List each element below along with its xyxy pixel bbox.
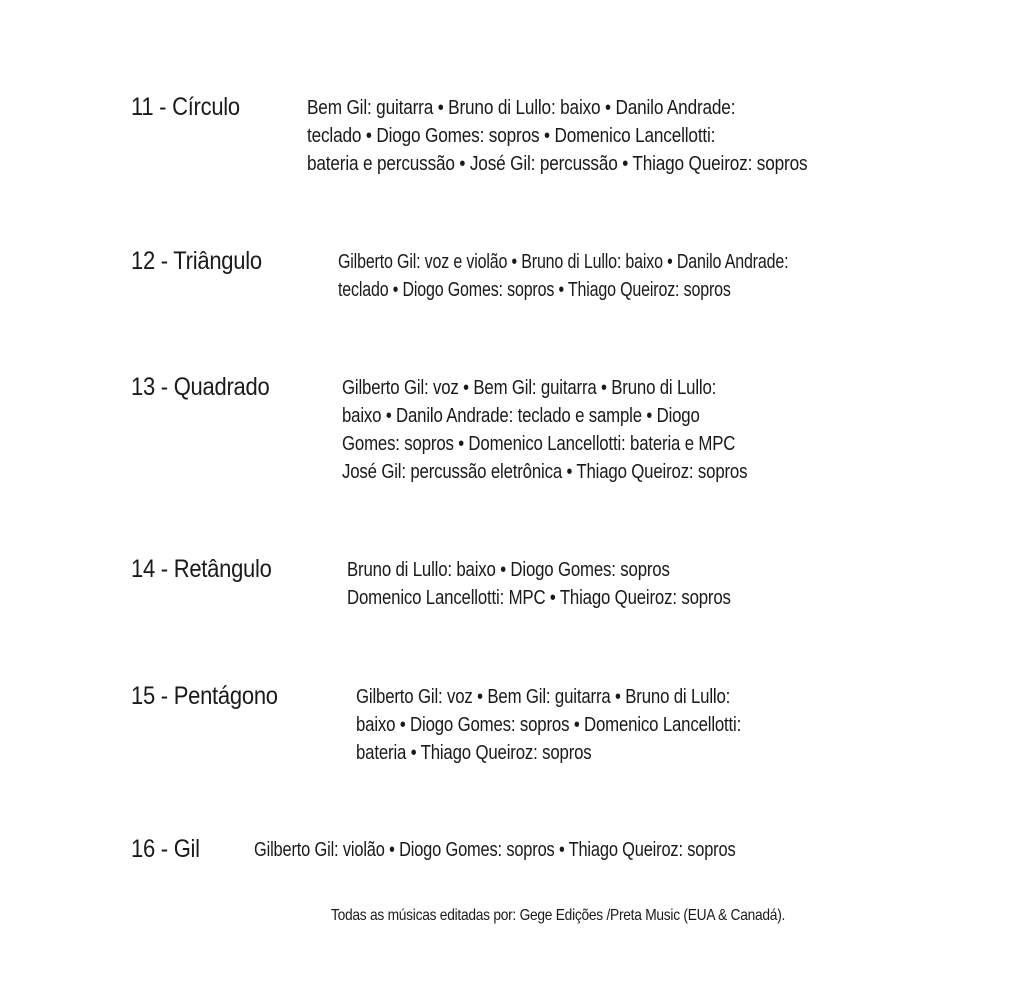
credit-line: Domenico Lancellotti: MPC • Thiago Queiroz: sopros — [347, 587, 731, 609]
credit-line: teclado • Diogo Gomes: sopros • Thiago Queiroz: sopros — [338, 279, 731, 301]
track-title: 12 - Triângulo — [131, 247, 262, 275]
credit-line: bateria • Thiago Queiroz: sopros — [356, 742, 592, 764]
track-title: 16 - Gil — [131, 835, 200, 863]
publishing-note: Todas as músicas editadas por: Gege Edições /Preta Music (EUA & Canadá). — [331, 907, 786, 924]
credit-line: baixo • Diogo Gomes: sopros • Domenico Lancellotti: — [356, 714, 742, 736]
track-title: 14 - Retângulo — [131, 555, 272, 583]
track-title: 13 - Quadrado — [131, 373, 270, 401]
credit-line: baixo • Danilo Andrade: teclado e sample • Diogo — [342, 405, 700, 427]
credit-line: Gilberto Gil: voz • Bem Gil: guitarra • Bruno di Lullo: — [342, 377, 717, 399]
track-credits — [307, 94, 807, 178]
credit-line: Bem Gil: guitarra • Bruno di Lullo: baixo • Danilo Andrade: — [307, 97, 736, 119]
credit-line: José Gil: percussão eletrônica • Thiago Queiroz: sopros — [342, 461, 748, 483]
track-credits — [356, 683, 741, 767]
credit-line: Bruno di Lullo: baixo • Diogo Gomes: sopros — [347, 559, 670, 581]
track-credits — [342, 374, 747, 486]
credit-line: Gomes: sopros • Domenico Lancellotti: bateria e MPC — [342, 433, 736, 455]
track-title: 15 - Pentágono — [131, 682, 278, 710]
credit-line: bateria e percussão • José Gil: percussão • Thiago Queiroz: sopros — [307, 153, 808, 175]
track-credits — [338, 248, 788, 304]
credit-line: Gilberto Gil: voz e violão • Bruno di Lullo: baixo • Danilo Andrade: — [338, 251, 789, 273]
credit-line: Gilberto Gil: violão • Diogo Gomes: sopros • Thiago Queiroz: sopros — [254, 839, 736, 861]
track-credits — [254, 836, 735, 864]
track-credits — [347, 556, 731, 612]
credit-line: Gilberto Gil: voz • Bem Gil: guitarra • Bruno di Lullo: — [356, 686, 731, 708]
credit-line: teclado • Diogo Gomes: sopros • Domenico Lancellotti: — [307, 125, 716, 147]
track-title: 11 - Círculo — [131, 93, 240, 121]
